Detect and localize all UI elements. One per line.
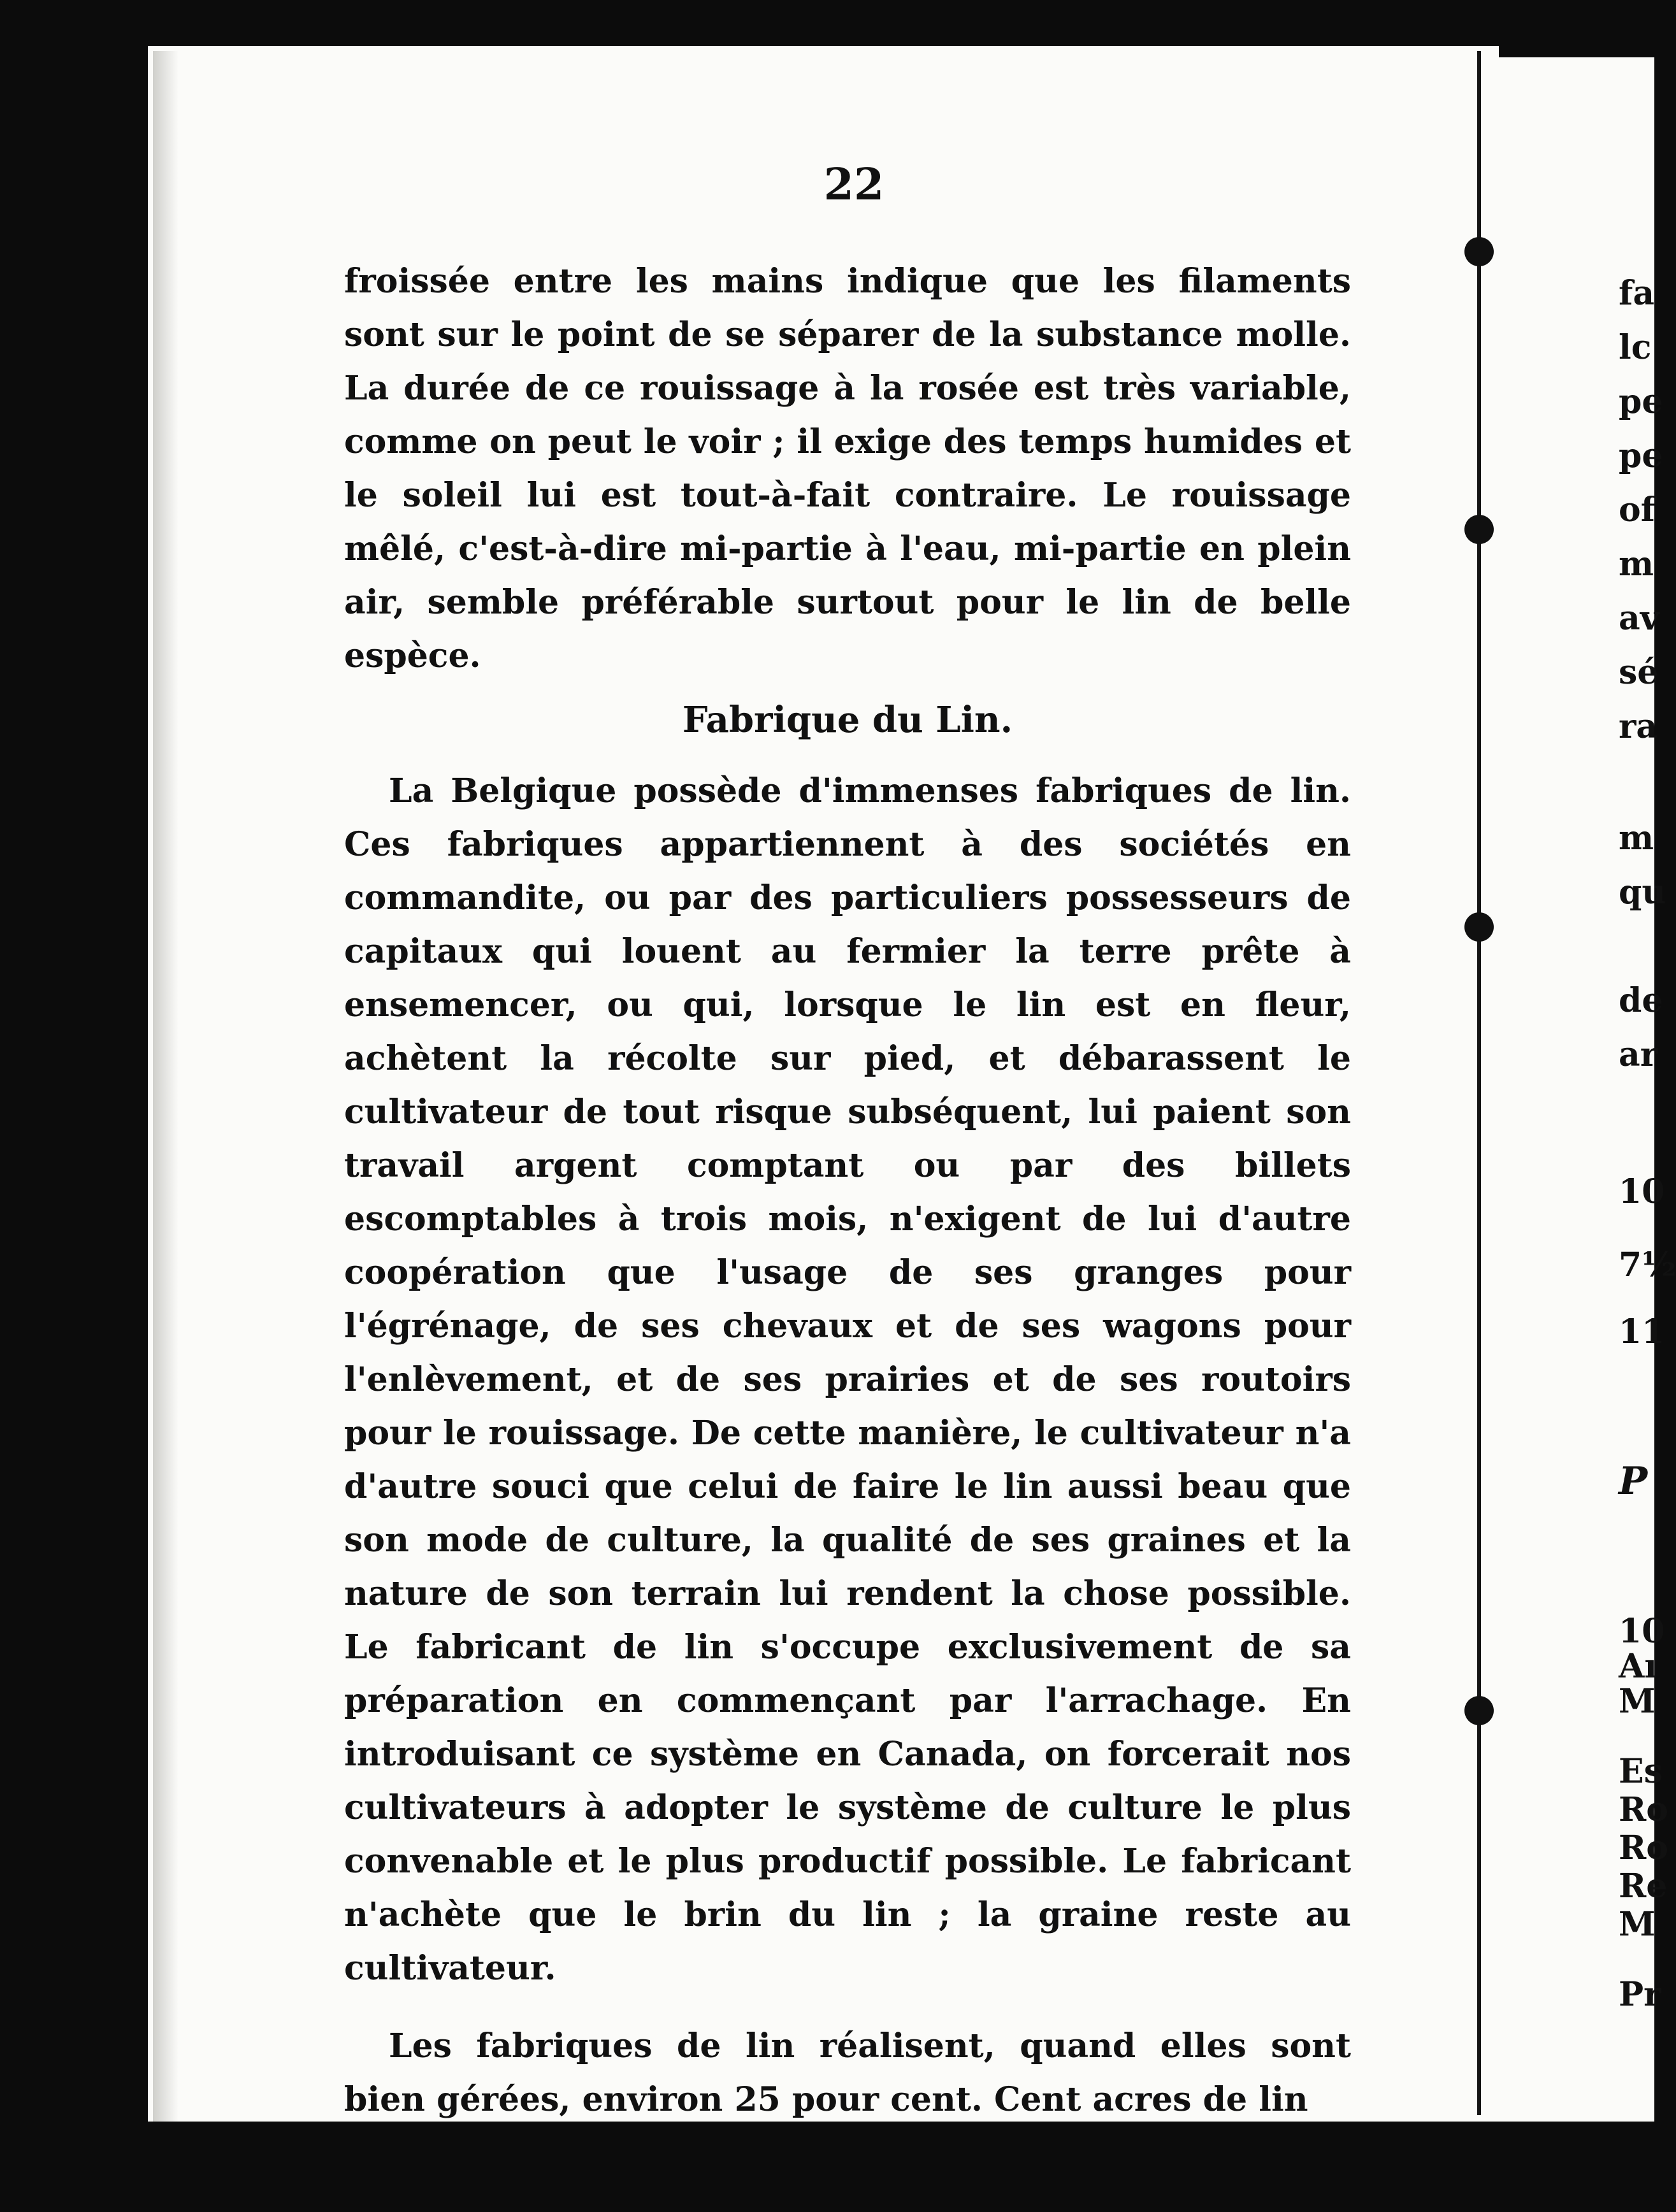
body-text	[344, 255, 1351, 2127]
right-page-fragment: lc	[1619, 328, 1652, 367]
right-page-fragment: Es	[1619, 1752, 1663, 1791]
right-page-fragment: of	[1619, 491, 1656, 529]
right-page-fragment: P	[1619, 1459, 1648, 1504]
right-page-fragment: pe	[1619, 436, 1663, 475]
section-heading: Fabrique du Lin.	[682, 699, 1013, 741]
right-page-fragment: fa	[1619, 274, 1655, 313]
right-page-fragment: Re	[1619, 1867, 1668, 1906]
right-page-fragment: M	[1619, 1682, 1656, 1721]
right-page-fragment: 11	[1619, 1312, 1665, 1351]
right-page-fragment: 10	[1619, 1172, 1665, 1211]
right-page-fragment: m	[1619, 545, 1654, 584]
paragraph: froissée entre les mains indique que les filaments sont sur le point de se séparer de la substance molle. La durée de ce rouissage à la rosée est très variable, comme on peut le voir ; il exige des temps humides et le soleil lui est tout-à-fait contraire. Le rouissage mêlé, c'est-à-dire mi-partie à l'eau, mi-partie en plein air, semble préférable surtout pour le lin de belle espèce.	[344, 262, 1351, 675]
page-edge-shadow	[153, 51, 178, 2128]
right-page-fragment: sé	[1619, 653, 1659, 692]
right-page-fragment: Ro	[1619, 1790, 1668, 1829]
binding-stitch-mark	[1464, 237, 1494, 266]
right-page-fragment: Pr	[1619, 1975, 1661, 2014]
right-page-fragment: qu	[1619, 873, 1666, 912]
right-page-fragment: pe	[1619, 382, 1663, 421]
paragraph: La Belgique possède d'immenses fabriques de lin. Ces fabriques appartiennent à des sociétés en commandite, ou par des particuliers possesseurs de capitaux qui louent au fermier la terre prête à ensemencer, ou qui, lorsque le lin est en fleur, achètent la récolte sur pied, et débarassent le cultivateur de tout risque subséquent, lui paient son travail argent comptant ou par des billets escomptables à trois mois, n'exigent de lui d'autre coopération que l'usage de ses granges pour l'égrénage, de ses chevaux et de ses wagons pour l'enlèvement, et de ses prairies et de ses routoirs pour le rouissage. De cette manière, le cultivateur n'a d'autre souci que celui de faire le lin aussi beau que son mode de culture, la qualité de ses graines et la nature de son terrain lui rendent la chose possible. Le fabricant de lin s'occupe exclusivement de sa préparation en commençant par l'arrachage. En introduisant ce système en Canada, on forcerait nos cultivateurs à adopter le système de culture le plus convenable et le plus productif possible. Le fabricant n'achète que le brin du lin ; la graine reste au cultivateur.	[344, 772, 1351, 1988]
scan-bottom-border	[148, 2122, 1654, 2212]
right-page-fragment: Aı	[1619, 1647, 1658, 1686]
right-page-fragment: 10	[1619, 1612, 1665, 1651]
binding-stitch-mark	[1464, 912, 1494, 942]
right-page-fragment: ar	[1619, 1035, 1658, 1074]
right-page-fragment: ra	[1619, 707, 1658, 746]
right-page-fragment: de	[1619, 981, 1663, 1020]
binding-gutter	[1477, 51, 1481, 2115]
page-number: 22	[823, 159, 885, 210]
right-page-fragment: 7½	[1619, 1246, 1676, 1284]
binding-stitch-mark	[1464, 1696, 1494, 1725]
binding-stitch-mark	[1464, 515, 1494, 544]
right-page-fragment: m	[1619, 819, 1654, 858]
paragraph: Les fabriques de lin réalisent, quand elles sont bien gérées, environ 25 pour cent. Cent acres de lin	[344, 2027, 1351, 2119]
right-page-fragment: Ro	[1619, 1828, 1668, 1867]
right-page-fragment: av	[1619, 599, 1659, 638]
right-page-fragment: M	[1619, 1905, 1656, 1944]
